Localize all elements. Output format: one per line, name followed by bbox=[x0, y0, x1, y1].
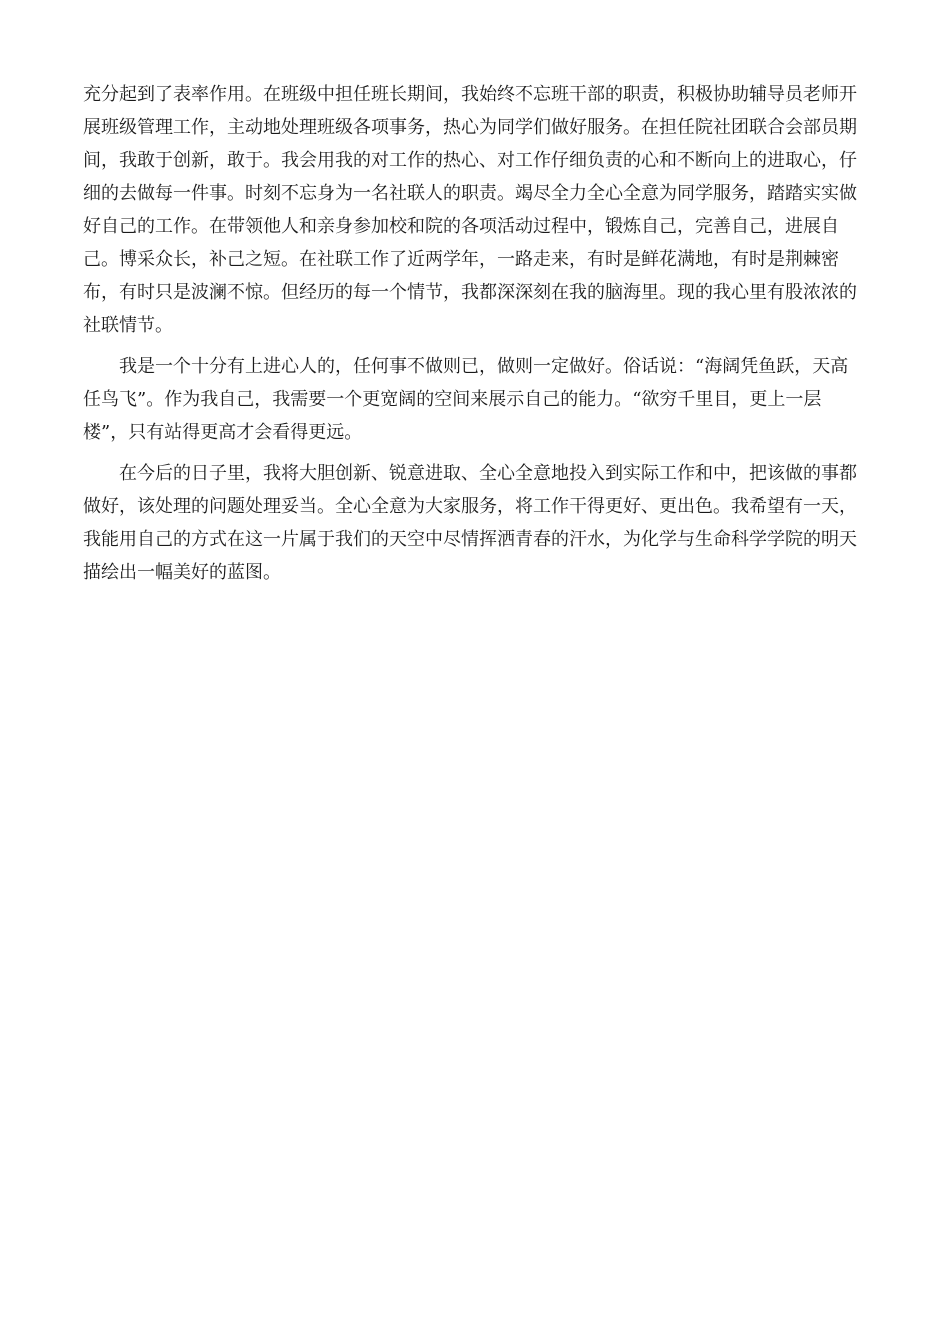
text-line: 任鸟飞”。作为我自己，我需要一个更宽阔的空间来展示自己的能力。“欲穷千里目，更上一层 bbox=[83, 389, 822, 410]
paragraph-3 bbox=[83, 457, 863, 589]
text-line: 充分起到了表率作用。在班级中担任班长期间，我始终不忘班干部的职责，积极协助辅导员老师开 bbox=[83, 84, 857, 105]
text-line: 细的去做每一件事。时刻不忘身为一名社联人的职责。竭尽全力全心全意为同学服务，踏踏实实做 bbox=[83, 183, 857, 204]
paragraph-spacer bbox=[83, 449, 863, 457]
text-line: 间，我敢于创新，敢于。我会用我的对工作的热心、对工作仔细负责的心和不断向上的进取心，仔 bbox=[83, 150, 857, 171]
text-line: 己。博采众长，补己之短。在社联工作了近两学年，一路走来，有时是鲜花满地，有时是荆棘密 bbox=[83, 249, 839, 270]
text-line: 描绘出一幅美好的蓝图。 bbox=[83, 562, 281, 583]
text-line: 我是一个十分有上进心人的，任何事不做则已，做则一定做好。俗话说：“海阔凭鱼跃，天高 bbox=[119, 356, 849, 377]
document-body bbox=[83, 78, 863, 589]
text-line: 展班级管理工作，主动地处理班级各项事务，热心为同学们做好服务。在担任院社团联合会部员期 bbox=[83, 117, 857, 138]
paragraph-1 bbox=[83, 78, 863, 342]
text-line: 好自己的工作。在带领他人和亲身参加校和院的各项活动过程中，锻炼自己，完善自己，进展自 bbox=[83, 216, 839, 237]
paragraph-2 bbox=[83, 350, 863, 449]
paragraph-spacer bbox=[83, 342, 863, 350]
text-line: 社联情节。 bbox=[83, 315, 173, 336]
text-line: 布，有时只是波澜不惊。但经历的每一个情节，我都深深刻在我的脑海里。现的我心里有股浓浓的 bbox=[83, 282, 857, 303]
text-line: 在今后的日子里，我将大胆创新、锐意进取、全心全意地投入到实际工作和中，把该做的事都 bbox=[119, 463, 857, 484]
text-line: 楼”，只有站得更高才会看得更远。 bbox=[83, 422, 363, 443]
text-line: 做好，该处理的问题处理妥当。全心全意为大家服务，将工作干得更好、更出色。我希望有一天， bbox=[83, 496, 857, 517]
text-line: 我能用自己的方式在这一片属于我们的天空中尽情挥洒青春的汗水，为化学与生命科学学院的明天 bbox=[83, 529, 857, 550]
